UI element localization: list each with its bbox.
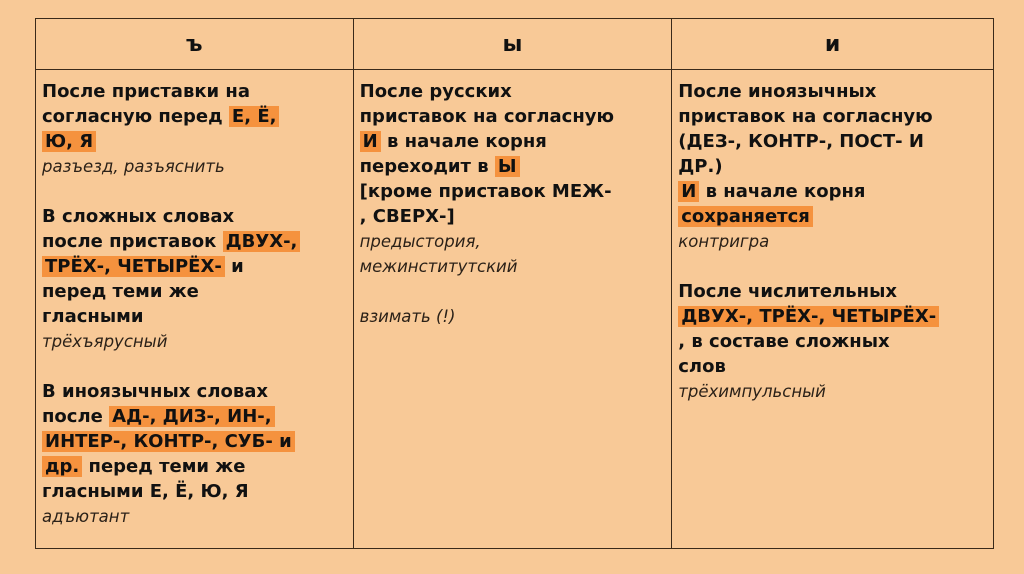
highlight-vowels: Ю, Я bbox=[42, 131, 96, 152]
example-text: контригра bbox=[678, 232, 770, 251]
highlight-letter: И bbox=[360, 131, 381, 152]
example-text: разъезд, разъяснить bbox=[42, 157, 225, 176]
highlight-prefix: др. bbox=[42, 456, 82, 477]
highlight-prefix: ТРЁХ-, ЧЕТЫРЁХ- bbox=[42, 256, 225, 277]
example-text: трёхъярусный bbox=[42, 332, 168, 351]
cell-hard-sign bbox=[36, 70, 354, 549]
example-text: адъютант bbox=[42, 507, 130, 526]
rule-foreign-words: В иноязычных словах после АД-, ДИЗ-, ИН-, ИНТЕР-, КОНТР-, СУБ- и др. перед теми же гласными Е, Ё, Ю, Я bbox=[42, 379, 349, 504]
header-yery: ы bbox=[353, 19, 672, 70]
rules-table bbox=[35, 18, 994, 549]
header-i: и bbox=[672, 19, 994, 70]
highlight-vowels: Е, Ё, bbox=[229, 106, 280, 127]
highlight-prefix: ДВУХ-, ТРЁХ-, ЧЕТЫРЁХ- bbox=[678, 306, 939, 327]
highlight-prefix: ДВУХ-, bbox=[223, 231, 301, 252]
highlight-word: сохраняется bbox=[678, 206, 813, 227]
highlight-letter: Ы bbox=[495, 156, 520, 177]
rule-foreign-prefixes: После иноязычных приставок на согласную (ДЕЗ-, КОНТР-, ПОСТ- И ДР.) И в начале корня сохраняется bbox=[678, 81, 933, 227]
example-text: трёхимпульсный bbox=[678, 382, 826, 401]
rule-compound-words: В сложных словах после приставок ДВУХ-, ТРЁХ-, ЧЕТЫРЁХ- и перед теми же гласными bbox=[42, 204, 349, 329]
cell-i bbox=[672, 70, 994, 549]
example-text: предыстория, bbox=[359, 232, 481, 251]
rule-russian-prefixes: После русских приставок на согласную И в начале корня переходит в Ы [кроме приставок МЕЖ- , СВЕРХ-] bbox=[359, 81, 615, 227]
header-hard-sign: ъ bbox=[36, 19, 354, 70]
highlight-prefix: ИНТЕР-, КОНТР-, СУБ- и bbox=[42, 431, 295, 452]
rule-prefix-consonant: После приставки на согласную перед Е, Ё, Ю, Я bbox=[42, 79, 349, 154]
highlight-prefix: АД-, ДИЗ-, ИН-, bbox=[109, 406, 274, 427]
highlight-letter: И bbox=[678, 181, 699, 202]
rule-numerals: После числительных ДВУХ-, ТРЁХ-, ЧЕТЫРЁХ- , в составе сложных слов bbox=[678, 279, 989, 379]
header-row bbox=[36, 19, 994, 70]
example-text: межинститутский bbox=[359, 257, 518, 276]
example-exception: взимать (!) bbox=[359, 307, 456, 326]
cell-yery bbox=[353, 70, 672, 549]
body-row bbox=[36, 70, 994, 549]
